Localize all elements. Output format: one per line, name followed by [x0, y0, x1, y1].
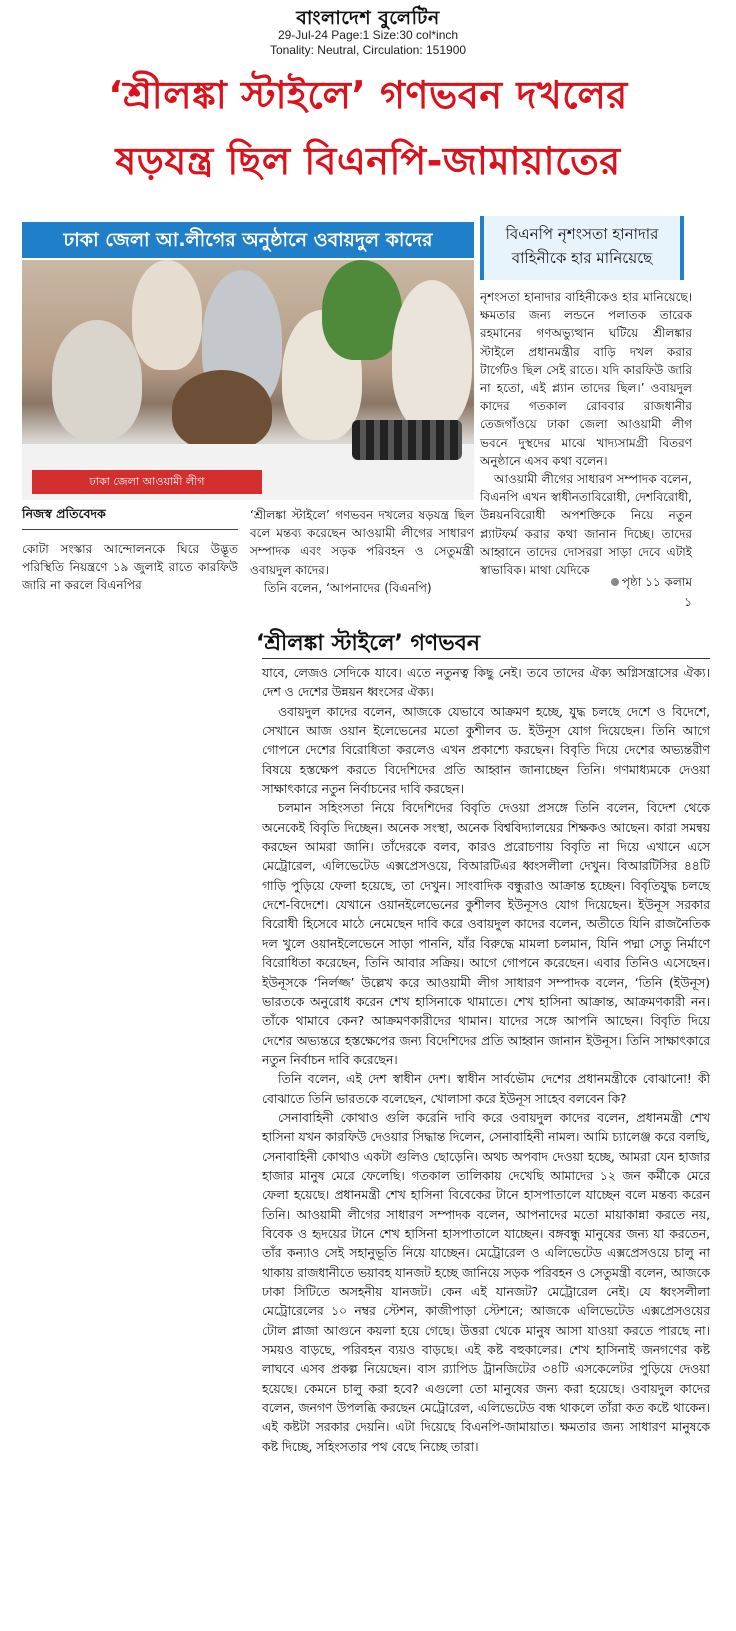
- byline: নিজস্ব প্রতিবেদক: [22, 506, 238, 530]
- article-column-3: [480, 288, 692, 579]
- article-column-2: [250, 506, 474, 597]
- col3-paragraph-2: আওয়ামী লীগের সাধারণ সম্পাদক বলেন, বিএনপি এখন স্বাধীনতাবিরোধী, দেশবিরোধী, উন্নয়নবিরোধী অপশক্তিকে নিয়ে নতুন প্ল্যাটফর্ম করার কথা জানান দিচ্ছে। তাদের আহ্বানে তাদের দোসররা সাড়া দেবে এটাই স্বাভাবিক। মাথা যেদিকে: [480, 472, 692, 578]
- jump-paragraph-3: চলমান সহিংসতা নিয়ে বিদেশিদের বিবৃতি দেওয়া প্রসঙ্গে তিনি বলেন, বিদেশ থেকে অনেকেই বিবৃতি দিচ্ছেন। অনেক সংস্থা, অনেক বিশ্ববিদ্যালয়ের শিক্ষকও আছেন। কারা সমন্বয় করছেন আমরা জানি। তাঁদেরকে বলব, কারও প্ররোচণায় বিবৃতি না দিয়ে এখানে এসে মেট্রোরেল, এলিভেটেড এক্সপ্রেসওয়ে, বিআরটিএর ধ্বংসলীলা দেখুন। বিআরটিসির ৪৪টি গাড়ি পুড়িয়ে ফেলা হয়েছে, তা দেখুন। সাংবাদিক বন্ধুরাও আক্রান্ত হচ্ছেন। বিবৃতিযুদ্ধ চলছে দেশে-বিদেশে। যেখানে ওয়ানইলেভেনের কুশীলব ইউনূসও যোগ দিয়েছেন। ইউনূস সরকার বিরোধী হিসেবে মাঠে নেমেছেন দাবি করে ওবায়দুল কাদের বলেন, অতীতে যিনি রাজনৈতিক দল খুলে ওয়ানইলেভেনে সাড়া পাননি, যাঁর বিরুদ্ধে মামলা চলমান, যিনি পদ্মা সেতু নির্মাণে বিরোধিতা করেছেন, তিনি আবার সক্রিয়। আগে গোপনে করেছেন। এবার তিনিও এসেছেন। ইউনূসকে ‘নির্লজ্জ’ উল্লেখ করে আওয়ামী লীগ সাধারণ সম্পাদক বলেন, ‘তিনি (ইউনূস) ভারতকে অনুরোধ করেন শেখ হাসিনাকে থামাতে। শেখ হাসিনা আক্রান্ত, আক্রমণকারী নন। তাঁকে থামাবে কেন? আক্রমণকারীদের থামান। যাদের সঙ্গে আপনি আছেন। বিবৃতি দিয়ে দেশের অভ্যন্তরে হস্তক্ষেপের জন্য বিদেশিদের প্রতি আহ্বান জানান ইউনূস। তিনি সাক্ষাৎকারে নতুন নির্বাচন দাবি করেছেন।: [262, 801, 710, 1067]
- divider: [262, 658, 710, 659]
- col1-paragraph: কোটা সংস্কার আন্দোলনকে ঘিরে উদ্ভূত পরিস্থিতি নিয়ন্ত্রণে ১৯ জুলাই রাতে কারফিউ জারি না করলে বিএনপির: [22, 542, 238, 593]
- section-banner: ঢাকা জেলা আ.লীগের অনুষ্ঠানে ওবায়দুল কাদের: [22, 222, 474, 258]
- jump-paragraph-2: ওবায়দুল কাদের বলেন, আজকে যেভাবে আক্রমণ হচ্ছে, যুদ্ধ চলছে দেশে ও বিদেশে, সেখানে আজ ওয়ান ইলেভেনের মতো কুশীলব ড. ইউনূস যোগ দিয়েছেন। তিনি আগে গোপনে দেশের বিরোধিতা করলেও এখন প্রকাশ্যে করছেন। বিবৃতি দিয়ে দেশের অভ্যন্তরীণ বিষয়ে হস্তক্ষেপ করতে বিদেশিদের প্রতি আহ্বান জানাচ্ছেন তিনি। গণমাধ্যমকে দেওয়া সাক্ষাৎকারে নতুন নির্বাচনের দাবি করছেন।: [262, 704, 710, 797]
- photo-banner: ঢাকা জেলা আওয়ামী লীগ: [32, 470, 262, 494]
- continued-text: পৃষ্ঠা ১১ কলাম ১: [621, 575, 692, 609]
- sidebar-line-1: বিএনপি নৃশংসতা হানাদার: [505, 225, 659, 243]
- sidebar-highlight: [480, 216, 684, 280]
- jump-article-body: [262, 664, 710, 1457]
- headline-line-2: ষড়যন্ত্র ছিল বিএনপি-জামায়াতের: [115, 139, 621, 183]
- col3-paragraph-1: নৃশংসতা হানাদার বাহিনীকেও হার মানিয়েছে। ক্ষমতার জন্য লন্ডনে পলাতক তারেক রহমানের গণঅভ্যুত্থান ঘটিয়ে শ্রীলঙ্কার স্টাইলে প্রধানমন্ত্রীর বাড়ি দখল করার টার্গেটও ছিল সেই রাতে। যদি কারফিউ জারি না হতো, এই প্ল্যান তাদের ছিল।’ ওবায়দুল কাদের গতকাল রোববার রাজধানীর তেজগাঁওয়ে ঢাকা জেলা আওয়ামী লীগ ভবনে দুস্থদের মাঝে খাদ্যসামগ্রী বিতরণ অনুষ্ঠানে এসব কথা বলেন।: [480, 290, 692, 468]
- sidebar-line-2: বাহিনীকে হার মানিয়েছে: [511, 249, 653, 267]
- clipping-meta-line-1: 29-Jul-24 Page:1 Size:30 col*inch: [277, 28, 459, 42]
- jump-paragraph-4: তিনি বলেন, এই দেশ স্বাধীন দেশ। স্বাধীন সার্বভৌম দেশের প্রধানমন্ত্রীকে বোঝানো! কী বোঝাতে তিনি ভারতকে বলেছেন, খোলাসা করে ইউনূস সাহেব বলবেন কি?: [262, 1072, 710, 1106]
- clipping-meta-line-2: Tonality: Neutral, Circulation: 151900: [269, 43, 467, 57]
- col2-paragraph-1: ‘শ্রীলঙ্কা স্টাইলে’ গণভবন দখলের ষড়যন্ত্র ছিল বলে মন্তব্য করেছেন আওয়ামী লীগের সাধারণ সম্পাদক এবং সড়ক পরিবহন ও সেতুমন্ত্রী ওবায়দুল কাদের।: [250, 508, 474, 577]
- newspaper-masthead: বাংলাদেশ বুলেটিন: [296, 7, 440, 29]
- event-photo: [22, 260, 474, 500]
- bullet-icon: [611, 578, 619, 586]
- headline-line-1: ‘শ্রীলঙ্কা স্টাইলে’ গণভবন দখলের: [108, 73, 628, 117]
- col2-paragraph-2: তিনি বলেন, ‘আপনাদের (বিএনপি): [264, 580, 432, 595]
- jump-paragraph-5: সেনাবাহিনী কোথাও গুলি করেনি দাবি করে ওবায়দুল কাদের বলেন, প্রধানমন্ত্রী শেখ হাসিনা যখন কারফিউ দেওয়ার সিদ্ধান্ত দিলেন, সেনাবাহিনী নামল। আমি চ্যালেঞ্জ করে বলছি, সেনাবাহিনী কোথাও একটা গুলিও ছোড়েনি। অথচ অপবাদ দেওয়া হচ্ছে, আমরা যেন হাজার হাজার মানুষ মেরে ফেলেছি। গতকাল তালিকায় দেখেছি আমাদের ১২ জন কর্মীকে মেরে ফেলা হয়েছে। প্রধানমন্ত্রী শেখ হাসিনা বিবেকের টানে হাসপাতালে যাচ্ছেন বলে মন্তব্য করেন তিনি। আওয়ামী লীগের সাধারণ সম্পাদক বলেন, আপনাদের মতো মায়াকান্না করতে নয়, বিবেক ও হৃদয়ের টানে শেখ হাসিনা হাসপাতালে যাচ্ছেন। বঙ্গবন্ধু মানুষের জন্য যা করতেন, তাঁর কন্যাও সেই সহানুভূতি নিয়ে যাচ্ছেন। মেট্রোরেল ও এলিভেটেড এক্সপ্রেসওয়ে চালু না থাকায় রাজধানীতে ভয়াবহ যানজট হচ্ছে জানিয়ে সড়ক পরিবহন ও সেতুমন্ত্রী বলেন, আজকে ঢাকা সিটিতে অসহনীয় যানজট। কেন এই যানজট? মেট্রোরেল নেই। যে ধ্বংসলীলা মেট্রোরেলের ১০ নম্বর স্টেশন, কাজীপাড়া স্টেশনে; আজকে এলিভেটেড এক্সপ্রেসওয়ের টোল প্লাজা আগুনে কয়লা হয়ে গেছে। উত্তরা থেকে মানুষ আসা যাওয়া করতে পারছে না। সময়ও বাড়ছে, পরিবহন ব্যয়ও বাড়ছে। এই কষ্ট বহুকালের। শেখ হাসিনাই জনগণের কষ্ট লাঘবে এসব প্রকল্প নিয়েছেন। বাস র‌্যাপিড ট্রানজিটের ৩৪টি এসকেলেটর পুড়িয়ে দেওয়া হয়েছে। কেমনে চালু করা হবে? এগুলো তো মানুষের জন্য করা হয়েছে। ওবায়দুল কাদের বলেন, জনগণ উপলব্ধি করছেন মেট্রোরেল, এলিভেটেড বন্ধ থাকলে তাঁরা কত কষ্টে থাকেন। এই কষ্টটা সরকার দেয়নি। এটা দিয়েছে বিএনপি-জামায়াত। ক্ষমতার জন্য সাধারণ মানুষকে কষ্ট দিচ্ছে, সহিংসতার পথ বেছে নিচ্ছে তারা।: [262, 1110, 710, 1454]
- jump-headline: ‘শ্রীলঙ্কা স্টাইলে’ গণভবন: [256, 631, 480, 656]
- article-column-1: [22, 540, 238, 595]
- jump-paragraph-1: যাবে, লেজও সেদিকে যাবে। এতে নতুনত্ব কিছু নেই। তবে তাদের ঐক্য অগ্নিসন্ত্রাসের ঐক্য। দেশ ও দেশের উন্নয়ন ধ্বংসের ঐক্য।: [262, 666, 710, 700]
- continued-marker: [600, 574, 692, 614]
